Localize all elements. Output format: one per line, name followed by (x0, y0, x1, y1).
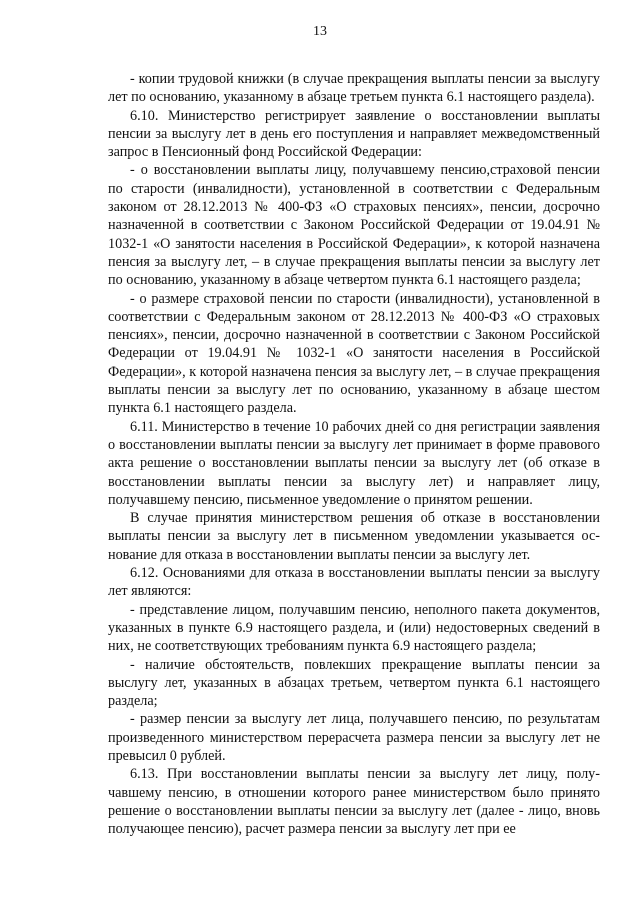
paragraph: 6.11. Министерство в течение 10 рабочих дней со дня регистрации заявления о восстановлении выплаты пенсии за выслугу лет принимает в форме правового акта решение о восстановлении выплаты пенсии за выслугу лет (об отказе в восстановлении выплаты пенсии за выслугу лет) и направляет лицу, получавшему пенсию, письменное уведомление о принятом решении. (108, 418, 600, 508)
paragraph: - представление лицом, получавшим пенсию, неполного пакета документов, указанных в пункте 6.9 настоящего раздела, и (или) недостоверных сведений в них, не соответствующих требованиям пункта 6.9 настоящего раздела; (108, 601, 600, 655)
document-body (108, 70, 600, 838)
paragraph: - наличие обстоятельств, повлекших прекращение выплаты пенсии за выслугу лет, указанных в абзацах третьем, четвертом пункта 6.1 настоящего раздела; (108, 656, 600, 710)
paragraph: - размер пенсии за выслугу лет лица, получавшего пенсию, по результатам произведенного министерством перерасчета размера пенсии за выслугу лет не превысил 0 рублей. (108, 711, 600, 764)
paragraph: 6.13. При восстановлении выплаты пенсии за выслугу лет лицу, получавшему пенсию, в отношении которого ранее министерством было принято решение о восстановлении выплаты пенсии за выслугу лет (далее - лицо, вновь получающее пенсию), расчет размера пенсии за выслугу лет при ее (108, 766, 600, 838)
paragraph: - копии трудовой книжки (в случае прекращения выплаты пенсии за выслугу лет по основанию, указанному в абзаце третьем пункта 6.1 настоящего раздела). (108, 71, 600, 106)
paragraph: 6.10. Министерство регистрирует заявление о восстановлении выплаты пенсии за выслугу лет в день его поступления и направляет межведомственный запрос в Пенсионный фонд Российской Федерации: (108, 107, 600, 161)
paragraph: 6.12. Основаниями для отказа в восстановлении выплаты пенсии за выслугу лет являются: (108, 565, 600, 600)
paragraph: - о размере страховой пенсии по старости (инвалидности), установленной в соответствии с Федеральным законом от 28.12.2013 № 400-ФЗ «О страховых пенсиях», пенсии, досрочно назначенной в соответствии с Законом Российской Федерации от 19.04.91 № 1032-1 «О занятости населения в Российской Федерации», к которой назначена пенсия за выслугу лет, – в случае прекращения выплаты пенсии за выслугу лет по основанию, указанному в абзаце шестом пункта 6.1 настоящего раздела. (108, 290, 600, 417)
page-number: 13 (313, 24, 327, 39)
paragraph: - о восстановлении выплаты лицу, получавшему пенсию,страховой пенсии по старости (инвалидности), установленной в соответствии с Федеральным законом от 28.12.2013 № 400-ФЗ «О страховых пенсиях», пенсии, досрочно назначенной в соответствии с Законом Российской Федерации от 19.04.91 № 1032-1 «О занятости населения в Российской Федерации», к которой назначена пенсия за выслугу лет, – в случае прекращения выплаты пенсии за выслугу лет по основанию, указанному в абзаце четвертом пункта 6.1 настоящего раздела; (108, 162, 600, 289)
paragraph: В случае принятия министерством решения об отказе в восстановлении выплаты пенсии за выслугу лет в письменном уведомлении указывается основание для отказа в восстановлении выплаты пенсии за выслугу лет. (108, 510, 600, 563)
